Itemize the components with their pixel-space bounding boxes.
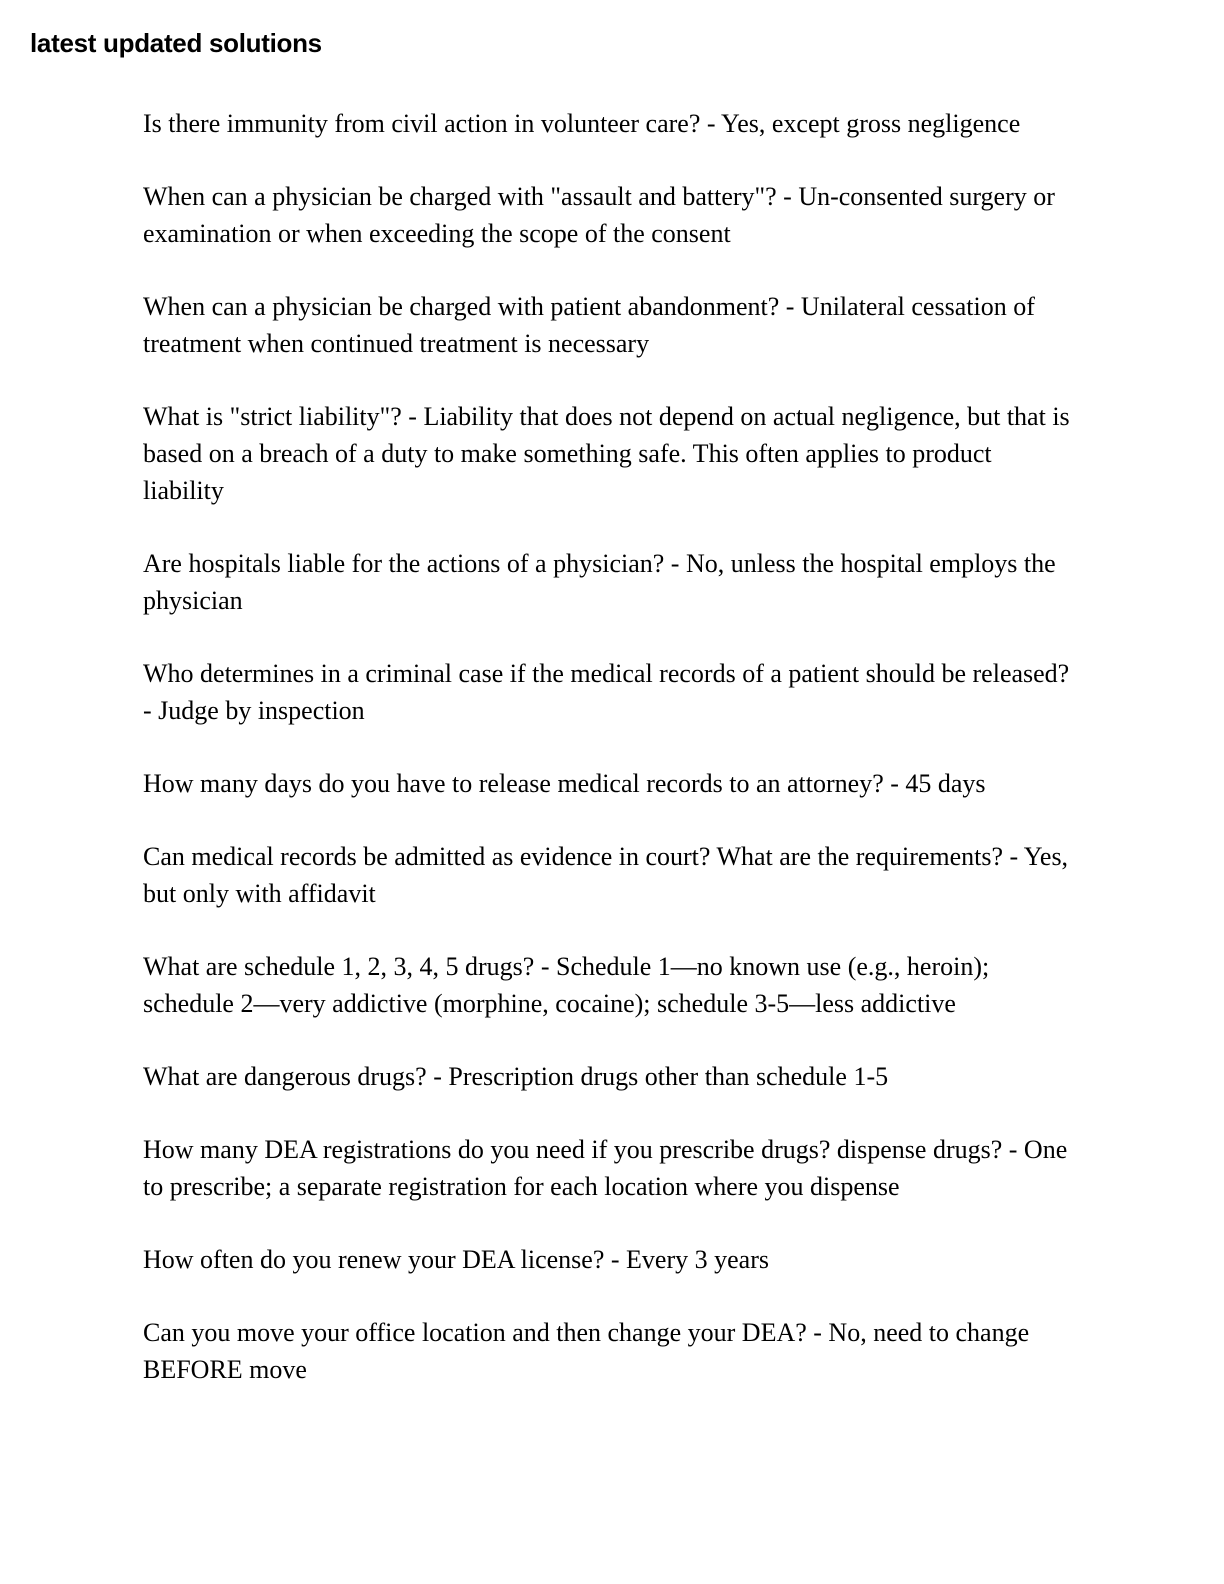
qa-item-dea-office-move: Can you move your office location and then change your DEA? - No, need to change BEFORE move [143, 1318, 1030, 1384]
qa-item-hospital-liability: Are hospitals liable for the actions of a physician? - No, unless the hospital employs the physician [143, 549, 1056, 615]
qa-item-dea-registrations: How many DEA registrations do you need if you prescribe drugs? dispense drugs? - One to prescribe; a separate registration for each location where you dispense [143, 1135, 1068, 1201]
qa-item-records-attorney-days: How many days do you have to release medical records to an attorney? - 45 days [143, 769, 986, 798]
page-header: latest updated solutions [30, 28, 322, 58]
qa-item-dea-renewal: How often do you renew your DEA license? - Every 3 years [143, 1245, 769, 1274]
qa-item-strict-liability: What is "strict liability"? - Liability that does not depend on actual negligence, but that is based on a breach of a duty to make something safe. This often applies to product liability [143, 402, 1070, 505]
qa-item-abandonment: When can a physician be charged with patient abandonment? - Unilateral cessation of treatment when continued treatment is necessary [143, 292, 1035, 358]
qa-item-records-evidence: Can medical records be admitted as evidence in court? What are the requirements? - Yes, but only with affidavit [143, 842, 1069, 908]
qa-list [143, 105, 1073, 1424]
qa-item-records-criminal-case: Who determines in a criminal case if the medical records of a patient should be released? - Judge by inspection [143, 659, 1070, 725]
qa-item-immunity: Is there immunity from civil action in volunteer care? - Yes, except gross negligence [143, 109, 1021, 138]
qa-item-assault-battery: When can a physician be charged with "assault and battery"? - Un-consented surgery or examination or when exceeding the scope of the consent [143, 182, 1055, 248]
qa-item-drug-schedules: What are schedule 1, 2, 3, 4, 5 drugs? - Schedule 1—no known use (e.g., heroin); schedule 2—very addictive (morphine, cocaine); schedule 3-5—less addictive [143, 952, 990, 1018]
qa-item-dangerous-drugs: What are dangerous drugs? - Prescription drugs other than schedule 1-5 [143, 1062, 889, 1091]
